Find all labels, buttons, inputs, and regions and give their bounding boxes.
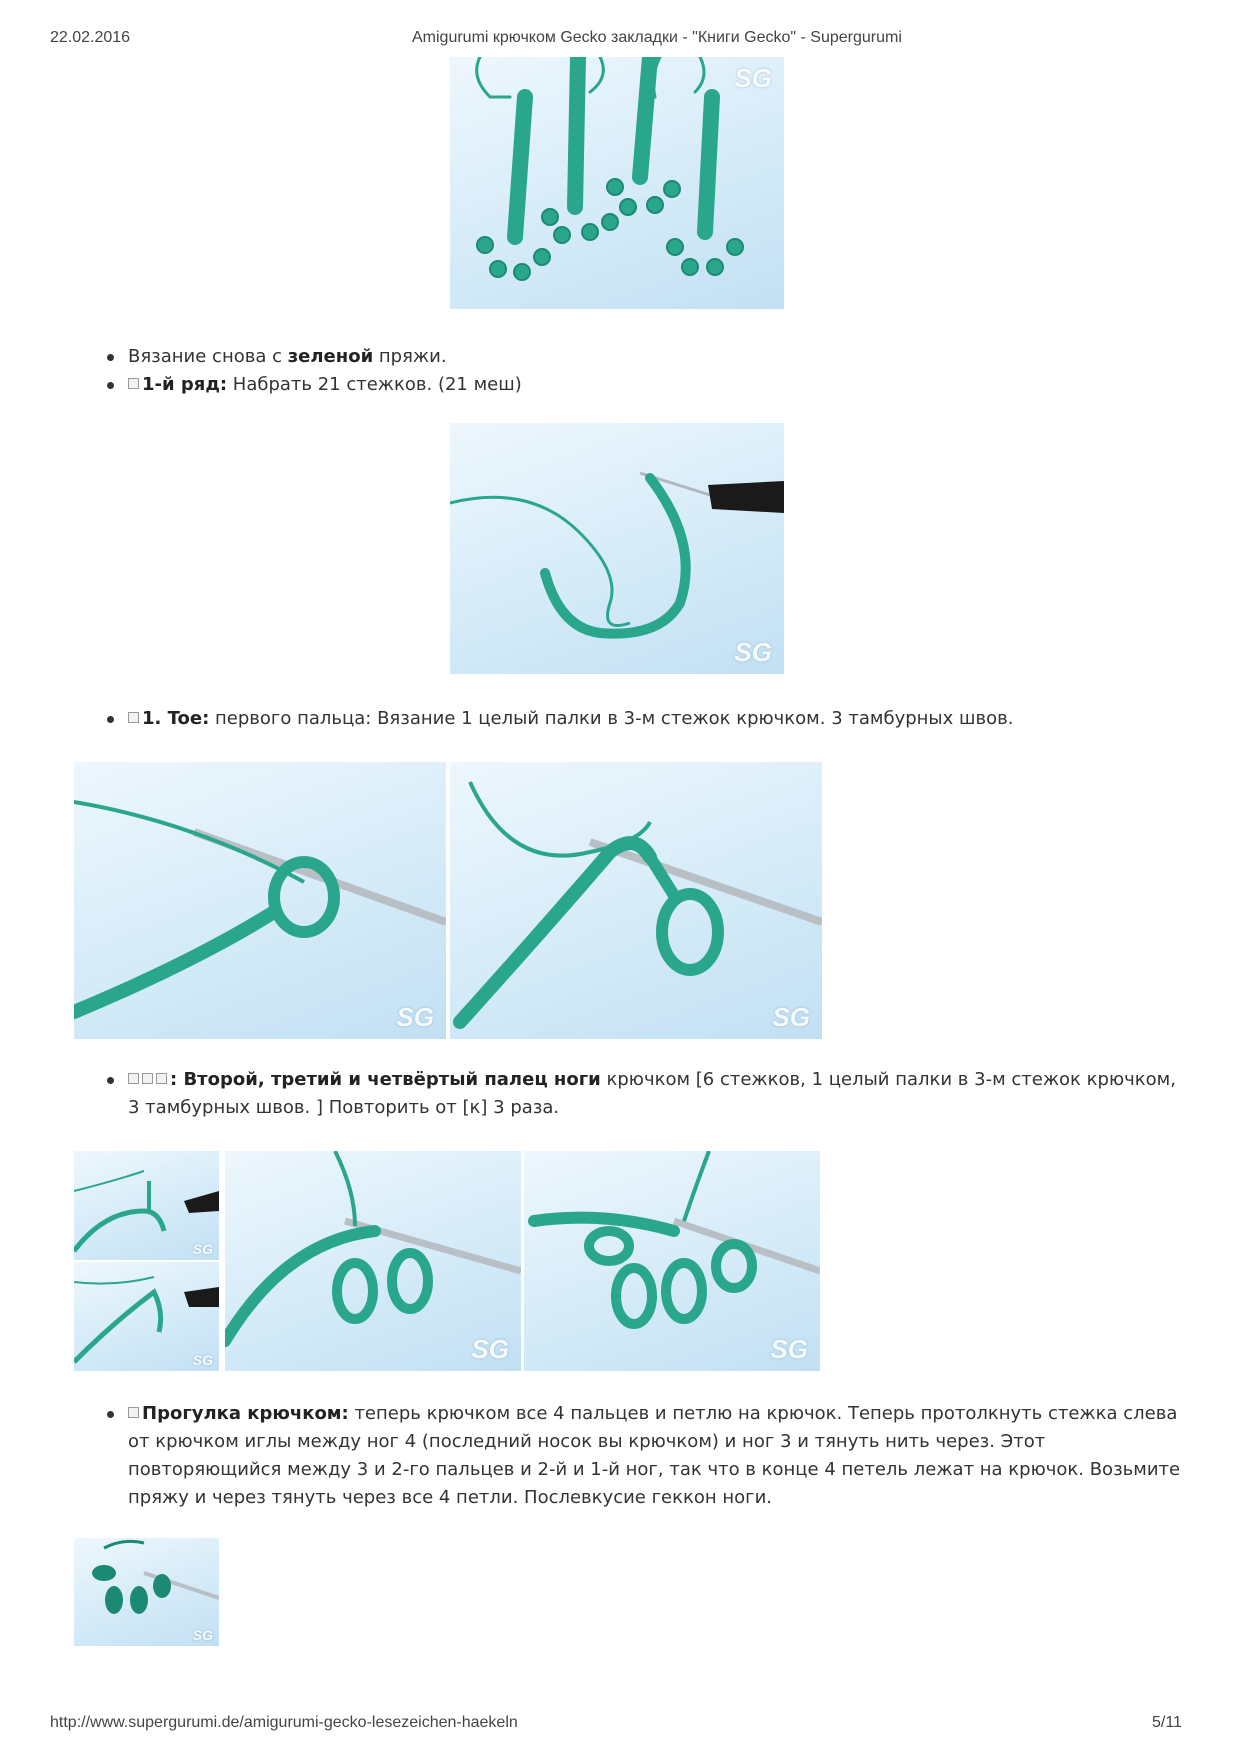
- watermark-logo: SG: [396, 1002, 434, 1032]
- first-toe-a-illustration: [74, 762, 446, 1039]
- first-toe-b-illustration: [450, 762, 822, 1039]
- photo-two-toes: [225, 1151, 521, 1371]
- page-title: Amigurumi крючком Gecko закладки - "Книги Gecko" - Supergurumi: [412, 29, 902, 46]
- source-url: http://www.supergurumi.de/amigurumi-gecko-lesezeichen-haekeln: [50, 1714, 518, 1731]
- watermark-logo: SG: [734, 637, 772, 667]
- watermark-logo: SG: [734, 63, 772, 93]
- step-green-yarn: Вязание снова с зеленой пряжи.: [128, 346, 447, 367]
- four-legs-illustration: [450, 57, 784, 309]
- photo-finished-foot: [74, 1538, 219, 1646]
- watermark-logo: SG: [772, 1002, 810, 1032]
- bullet-icon: [107, 1077, 114, 1084]
- checkbox-icon: [128, 712, 139, 723]
- checkbox-icon: [128, 1073, 139, 1084]
- bullet-icon: [107, 716, 114, 723]
- print-date: 22.02.2016: [50, 29, 131, 46]
- photo-first-toe-a: [74, 762, 446, 1039]
- photo-four-toes: [524, 1151, 820, 1371]
- page-number: 5/11: [1152, 1714, 1182, 1731]
- watermark-logo: SG: [770, 1334, 808, 1364]
- photo-toes-small-a: [74, 1151, 219, 1260]
- checkbox-icon: [142, 1073, 153, 1084]
- photo-first-toe-b: [450, 762, 822, 1039]
- checkbox-icon: [128, 378, 139, 389]
- checkbox-icon: [156, 1073, 167, 1084]
- watermark-logo: SG: [192, 1627, 213, 1643]
- checkbox-icon: [128, 1407, 139, 1418]
- bullet-icon: [107, 354, 114, 361]
- photo-chain: [450, 423, 784, 674]
- watermark-logo: SG: [192, 1241, 213, 1257]
- photo-four-legs: [450, 57, 784, 309]
- step-first-toe: 1. Toe: первого пальца: Вязание 1 целый палки в 3-м стежок крючком. 3 тамбурных швов.: [128, 705, 1013, 733]
- step-other-toes: : Второй, третий и четвёртый палец ноги крючком [6 стежков, 1 целый палки в 3-м стежок крючком, 3 тамбурных швов. ] Повторить от [к] 3 раза.: [128, 1069, 1176, 1118]
- step-crochet-walk: Прогулка крючком: теперь крючком все 4 пальцев и петлю на крючок. Теперь протолкнуть стежка слева от крючком иглы между ног 4 (последний носок вы крючком) и ног 3 и тянуть нить через. Этот повторяющийся между 3 и 2-го пальцев и 2-й и 1-й ног, так что в конце 4 петель лежат на крючок. Возьмите пряжу и через тянуть через все 4 петли. Послевкусие геккон ноги.: [128, 1403, 1181, 1508]
- watermark-logo: SG: [192, 1352, 213, 1368]
- step-row-1: 1-й ряд: Набрать 21 стежков. (21 меш): [128, 371, 522, 399]
- watermark-logo: SG: [471, 1334, 509, 1364]
- bullet-icon: [107, 1411, 114, 1418]
- bullet-icon: [107, 382, 114, 389]
- photo-toes-small-b: [74, 1262, 219, 1371]
